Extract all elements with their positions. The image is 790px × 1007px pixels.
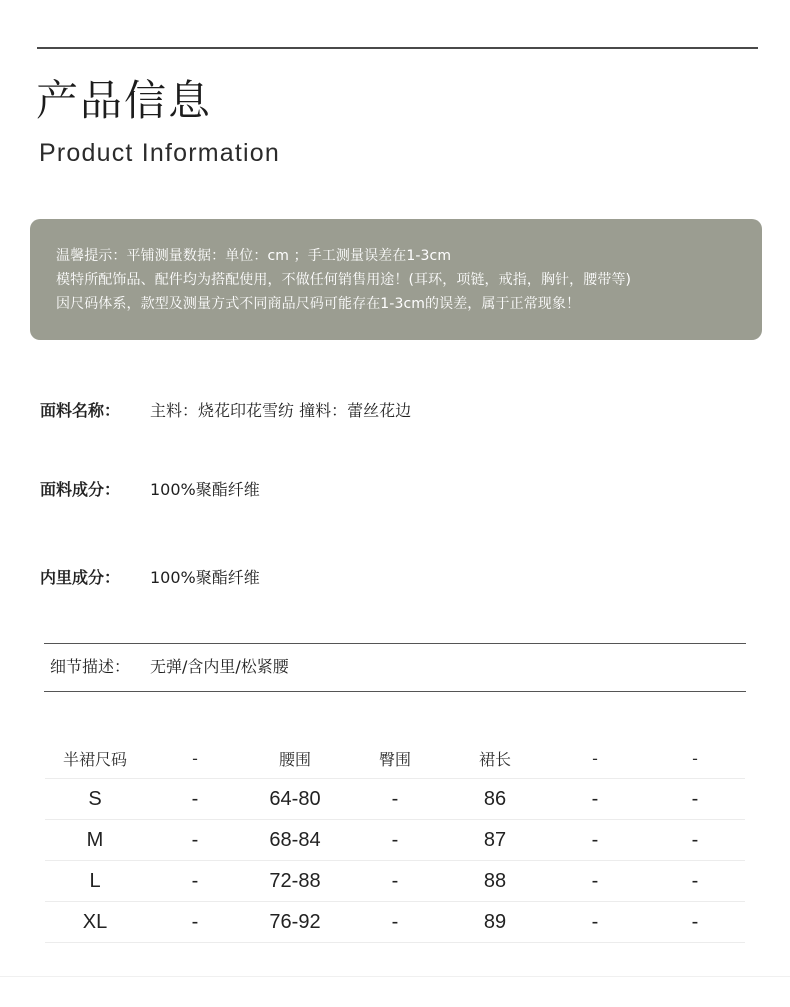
table-cell: - <box>345 902 445 943</box>
size-table <box>45 738 745 943</box>
detail-divider-bottom <box>44 691 746 692</box>
page-title: 产品信息 <box>36 76 213 125</box>
table-row <box>45 861 745 902</box>
table-cell: - <box>145 820 245 861</box>
table-cell: - <box>645 779 745 820</box>
table-cell: 68-84 <box>245 820 345 861</box>
table-cell: - <box>145 902 245 943</box>
table-cell: - <box>545 861 645 902</box>
table-cell: 76-92 <box>245 902 345 943</box>
fabric-name-label: 面料名称： <box>40 401 121 420</box>
lining-composition-value: 100%聚酯纤维 <box>150 568 260 587</box>
table-cell: - <box>645 861 745 902</box>
table-cell: - <box>545 902 645 943</box>
detail-divider-top <box>44 643 746 644</box>
table-row <box>45 820 745 861</box>
detail-description-label: 细节描述： <box>50 657 131 676</box>
table-cell: - <box>145 779 245 820</box>
table-cell: - <box>145 861 245 902</box>
header-cell: - <box>645 738 745 779</box>
table-cell: - <box>345 820 445 861</box>
notice-line: 模特所配饰品、配件均为搭配使用，不做任何销售用途！(耳环，项链，戒指，胸针，腰带等) <box>56 272 632 288</box>
lining-composition-row <box>40 566 260 590</box>
top-divider <box>37 47 758 49</box>
header-cell-size: 半裙尺码 <box>45 738 145 779</box>
table-cell: - <box>345 779 445 820</box>
header-cell-waist: 腰围 <box>245 738 345 779</box>
table-cell: 89 <box>445 902 545 943</box>
table-cell: - <box>345 861 445 902</box>
table-cell: 87 <box>445 820 545 861</box>
header-cell: - <box>545 738 645 779</box>
table-row <box>45 779 745 820</box>
detail-description-value: 无弹/含内里/松紧腰 <box>150 657 289 676</box>
table-cell: 64-80 <box>245 779 345 820</box>
fabric-composition-label: 面料成分： <box>40 480 121 499</box>
table-cell: - <box>545 820 645 861</box>
table-cell: - <box>645 820 745 861</box>
table-cell: M <box>45 820 145 861</box>
table-cell: XL <box>45 902 145 943</box>
fabric-name-row <box>40 399 411 423</box>
fabric-name-value: 主料：烧花印花雪纺 撞料：蕾丝花边 <box>150 401 412 420</box>
fabric-composition-row <box>40 478 260 502</box>
header-cell-length: 裙长 <box>445 738 545 779</box>
table-cell: - <box>545 779 645 820</box>
bottom-divider <box>0 976 790 977</box>
table-cell: - <box>645 902 745 943</box>
page-subtitle: Product Information <box>39 139 280 167</box>
header-cell: - <box>145 738 245 779</box>
header-cell-hip: 臀围 <box>345 738 445 779</box>
notice-line: 因尺码体系，款型及测量方式不同商品尺码可能存在1-3cm的误差，属于正常现象！ <box>56 296 581 312</box>
table-cell: S <box>45 779 145 820</box>
fabric-composition-value: 100%聚酯纤维 <box>150 480 260 499</box>
table-cell: 72-88 <box>245 861 345 902</box>
size-table-header-row <box>45 738 745 779</box>
table-cell: 88 <box>445 861 545 902</box>
notice-box <box>30 219 762 340</box>
lining-composition-label: 内里成分： <box>40 568 121 587</box>
detail-description-row <box>50 655 289 679</box>
notice-line: 温馨提示：平铺测量数据：单位：cm ；手工测量误差在1-3cm <box>56 248 452 264</box>
table-cell: 86 <box>445 779 545 820</box>
table-cell: L <box>45 861 145 902</box>
table-row <box>45 902 745 943</box>
